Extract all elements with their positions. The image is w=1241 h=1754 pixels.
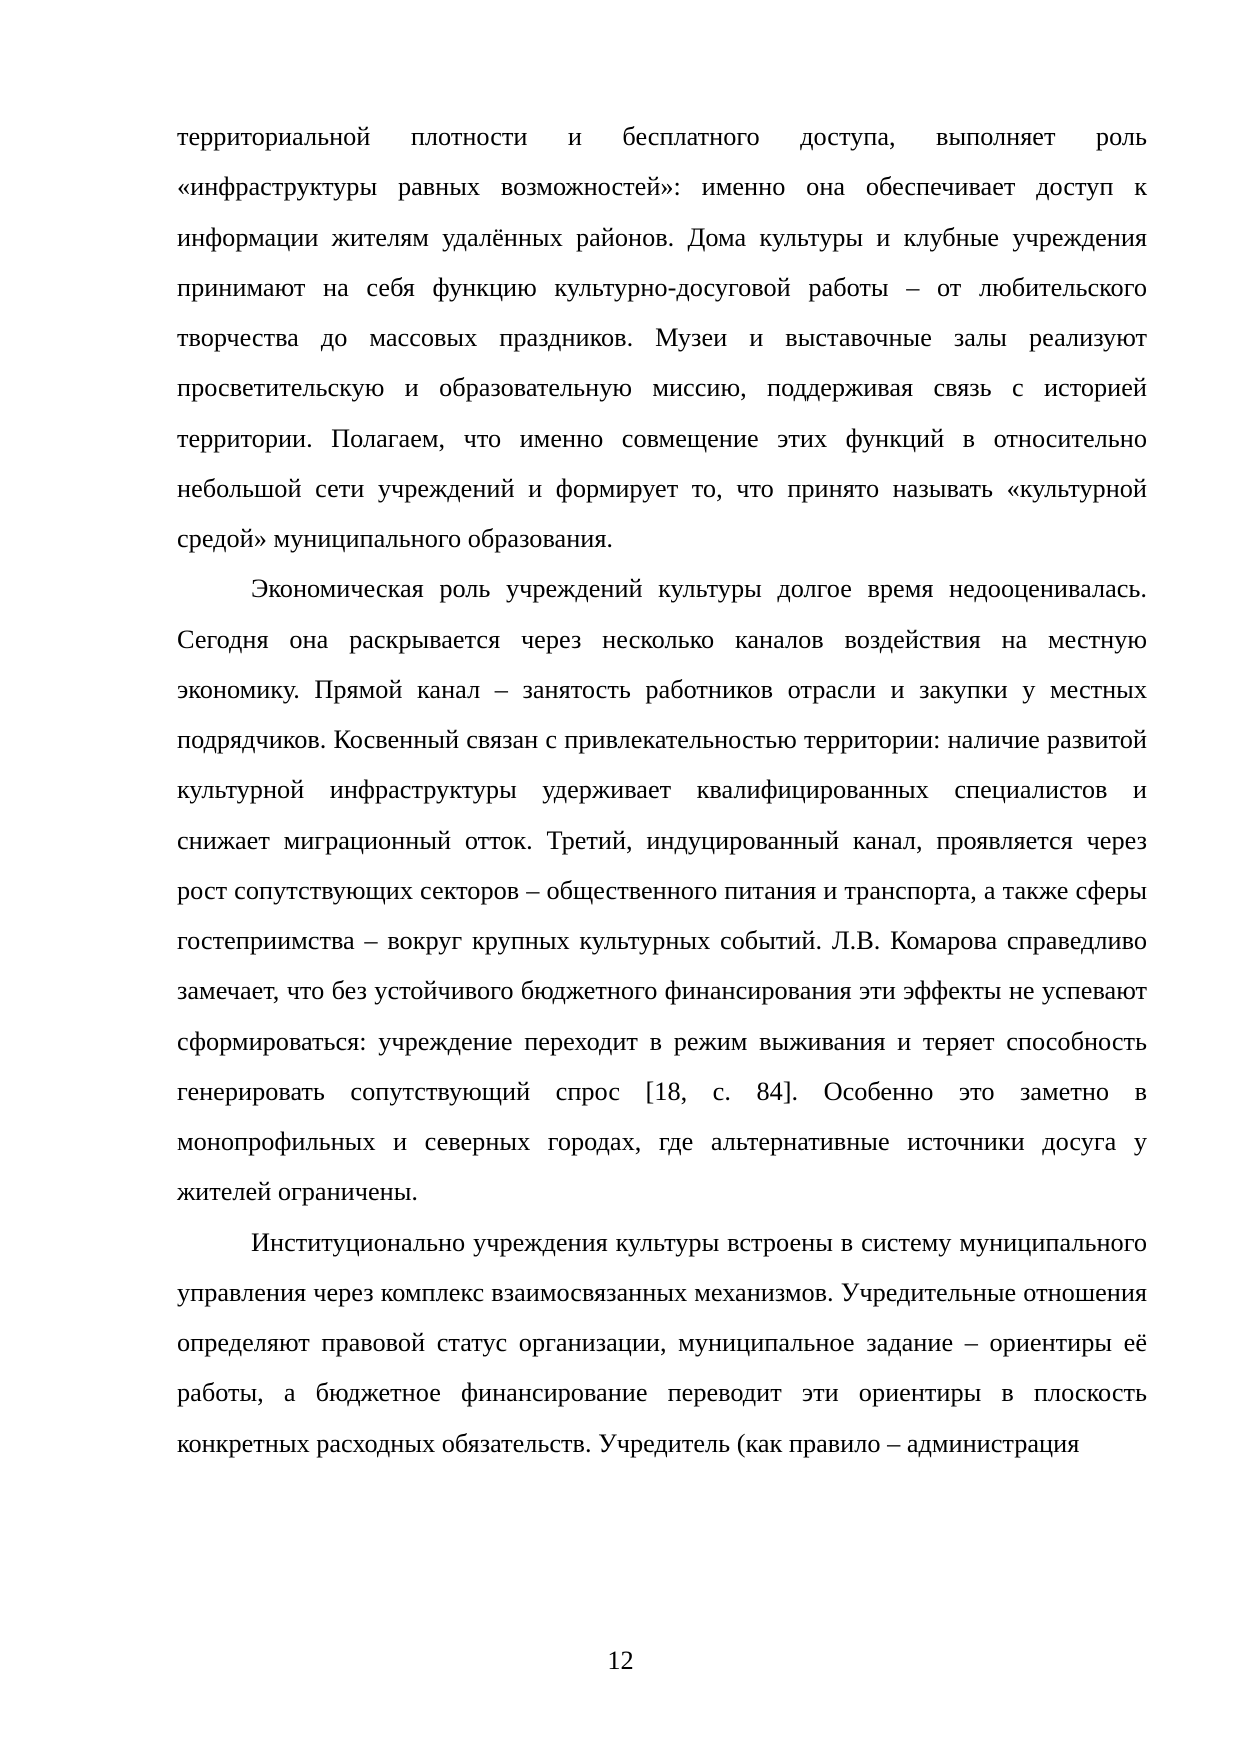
body-text xyxy=(177,112,1147,1469)
paragraph-institutional: Институционально учреждения культуры встроены в систему муниципального управления через комплекс взаимосвязанных механизмов. Учредительные отношения определяют правовой статус организации, муниципальное задание – ориентиры её работы, а бюджетное финансирование переводит эти ориентиры в плоскость конкретных расходных обязательств. Учредитель (как правило – администрация xyxy=(177,1227,1147,1458)
page-number: 12 xyxy=(607,1646,634,1675)
paragraph-economic-role: Экономическая роль учреждений культуры долгое время недооценивалась. Сегодня она раскрывается через несколько каналов воздействия на местную экономику. Прямой канал – занятость работников отрасли и закупки у местных подрядчиков. Косвенный связан с привлекательностью территории: наличие развитой культурной инфраструктуры удерживает квалифицированных специалистов и снижает миграционный отток. Третий, индуцированный канал, проявляется через рост сопутствующих секторов – общественного питания и транспорта, а также сферы гостеприимства – вокруг крупных культурных событий. Л.В. Комарова справедливо замечает, что без устойчивого бюджетного финансирования эти эффекты не успевают сформироваться: учреждение переходит в режим выживания и теряет способность генерировать сопутствующий спрос [18, с. 84]. Особенно это заметно в монопрофильных и северных городах, где альтернативные источники досуга у жителей ограничены. xyxy=(177,574,1147,1207)
paragraph-continued: территориальной плотности и бесплатного доступа, выполняет роль «инфраструктуры равных возможностей»: именно она обеспечивает доступ к информации жителям удалённых районов. Дома культуры и клубные учреждения принимают на себя функцию культурно-досуговой работы – от любительского творчества до массовых праздников. Музеи и выставочные залы реализуют просветительскую и образовательную миссию, поддерживая связь с историей территории. Полагаем, что именно совмещение этих функций в относительно небольшой сети учреждений и формирует то, что принято называть «культурной средой» муниципального образования. xyxy=(177,122,1147,553)
